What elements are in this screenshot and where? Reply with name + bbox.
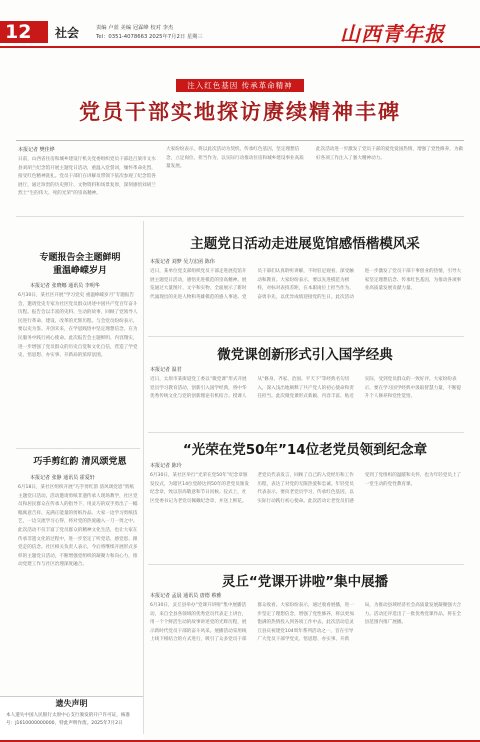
main-headline: 党员干部实地探访赓续精神丰碑 [79, 100, 401, 124]
section4-byline: 本报记者 孟晨 通讯员 唐德 蔡雅 [150, 593, 222, 599]
kicker-banner: 注入红色基因 传承革命精神 [176, 79, 304, 92]
section3-body: 6月30日，某社区举行“光荣在党50年”纪念章颁发仪式，为辖区14位党龄达到50年的老党员颁发纪念章，致以崇高敬意和节日问候。仪式上，社区党委书记为老党员佩戴纪念章，并送上鲜花。老党员代表发言，回顾了自己的入党经历和工作历程，表达了对党的无限热爱和忠诚。年轻党员代表表示，要向老党员学习，传承红色基因，以实际行动践行初心使命。此次活动让老党员们感受到了党组织的温暖和关怀，也为年轻党员上了一堂生动的党性教育课。 [150, 473, 462, 504]
divider [16, 216, 464, 217]
section4-body: 6月30日，灵丘县举办“党课开讲啦”集中展播活动，来自全县各领域的优秀党员代表走上讲台，用一个个鲜活生动的故事讲述党的光辉历程，展示新时代党员干部的奋斗风采。展播活动采用线上线下相结合的方式进行，吸引了众多党员干部群众收看。大家纷纷表示，通过收看展播，进一步坚定了理想信念，增强了党性修养，将以更加饱满的热情投入到各项工作中去。此次活动是灵丘县庆祝建党104周年系列活动之一，旨在引导广大党员干部学党史、悟思想、办实事、开新局，为推动县域经济社会高质量发展凝聚强大合力。活动还评选出了一批优秀党课作品，将在全县范围内推广展播。 [150, 603, 462, 643]
section1-byline: 本报记者 刘梦 吴力宏函 陈伟 [150, 259, 215, 265]
sub2-byline: 本报记者 张静 通讯员 霍爱轩 [30, 475, 95, 481]
sub1-headline: 专题报告会主题鲜明 重温峥嵘岁月 [39, 253, 121, 276]
divider [148, 336, 464, 337]
section2-body: 近日，太原市某街道党工委以“微党课”形式开展党员学习教育活动，创新引入国学经典，将中华优秀传统文化与党的创新理论有机结合。授课人从“修身、齐家、治国、平天下”等经典名句切入，深入浅出地阐释了共产党人的初心使命和责任担当。此次微党课形式新颖、内容丰富、贴近实际，受到党员群众的一致好评。大家纷纷表示，要在学习国学经典中汲取智慧力量，不断提升个人修养和党性觉悟。 [150, 377, 462, 400]
divider [16, 448, 140, 449]
editor-credits: 责编 卢蓝 美编 冠霖峰 校对 李杰 [96, 25, 174, 31]
newspaper-logo: 山西青年报 [340, 22, 445, 46]
divider [148, 432, 464, 433]
notice-body: 本人遗失中国人民银行太原中心支行颁发的开户许可证，核准号：J1610000000000，特此声明作废。2025年7月2日 [6, 713, 131, 726]
section3-byline: 本报记者 陈玲 [150, 463, 182, 469]
page-number: 12 [0, 21, 48, 43]
sub2-headline: 巧手剪红韵 清风颂党恩 [33, 457, 127, 467]
section1-body: 近日，某单位党支部组织党员干部走进展览馆开展主题党日活动，感悟先进模范的崇高精神。展览通过大量图片、文字和实物，全面展示了新时代涌现出的先进人物和英雄模范的感人事迹。党员干部们认真聆听讲解，不时驻足观看，深受触动和教育。大家纷纷表示，要以先进模范为榜样，对标对表找差距，在本职岗位上担当作为、奋勇争先，以优异成绩迎接党的生日。此次活动进一步激发了党员干部干事创业的热情，引导大家坚定理想信念、传承红色基因，为推动各项事业高质量发展贡献力量。 [150, 269, 462, 300]
section4-headline: 灵丘“党课开讲啦”集中展播 [221, 574, 389, 590]
lead-byline: 本报记者 樊佳烨 [18, 147, 55, 153]
section1-headline: 主题党日活动走进展览馆感悟楷模风采 [190, 236, 420, 252]
section2-headline: 微党课创新形式引入国学经典 [217, 347, 393, 363]
column-divider [143, 221, 144, 734]
section-name: 社会 [55, 26, 80, 40]
section2-byline: 本报记者 温君 [150, 367, 182, 373]
lead-column-1: 日前，山西省住房和城乡建设厅机关党委组织党员干部赴吕梁市文水县刘胡兰纪念馆开展主题党日活动，重温入党誓词，缅怀革命先烈，接受红色精神洗礼。党员干部们在讲解员带领下依次参观了纪念馆各展厅，通过珍贵的历史照片、文物资料和场景复原，深刻感悟刘胡兰烈士“生的伟大、死的光荣”的崇高精神。 [18, 157, 156, 197]
sub2-body: 6月18日，某社区组织开展“巧手剪红韵 清风颂党恩”剪纸主题党日活动。活动邀请剪纸非遗传承人现场教学，社区党员和居民群众在传承人的指导下，用灵巧的双手剪出了一幅幅寓意吉祥、充满正能量的剪纸作品。大家一边学习剪纸技艺，一边交流学习心得，将对党的热爱融入一刀一剪之中。此次活动不仅丰富了党员群众的精神文化生活，也让大家在传承非遗文化的过程中，进一步坚定了听党话、感党恩、跟党走的信念。社区相关负责人表示，今后将继续开展形式多样的主题党日活动，不断增强党组织的凝聚力和向心力，推动党建工作与社区治理深度融合。 [18, 485, 138, 568]
header-rule [0, 46, 480, 48]
sub1-body: 6月30日，某社区开展“学习党史 重温峥嵘岁月”专题报告会，邀请党史专家为社区党员群众讲述中国共产党百年奋斗历程。报告会以丰富的史料、生动的故事，回顾了党领导人民进行革命、建设、改革的光辉历程。与会党员纷纷表示，要以史为鉴、开创未来，在学思践悟中坚定理想信念，在为民服务中践行初心使命。此次报告会主题鲜明、内容翔实，进一步增强了党员群众的历史自觉和文化自信，营造了学党史、悟思想、办实事、开新局的浓厚氛围。 [18, 293, 138, 359]
lead-column-3: 此次活动进一步激发了党员干部的爱党爱国热情，增强了党性修养，为做好各项工作注入了强大精神动力。 [316, 147, 464, 161]
lead-column-2: 大家纷纷表示，将以此次活动为契机，传承红色基因，坚定理想信念，立足岗位、担当作为，以实际行动推动住房和城乡建设事业高质量发展。 [166, 147, 304, 170]
divider [16, 140, 464, 141]
divider [148, 564, 464, 565]
section3-headline: “光荣在党50年”14位老党员领到纪念章 [182, 442, 428, 458]
notice-title: 遗失声明 [55, 699, 88, 708]
sub1-byline: 本报记者 张晓娜 通讯员 李明华 [30, 283, 100, 289]
contact-date-line: Tel：0351-4078663 2025年7月2日 星期三 [96, 34, 203, 40]
